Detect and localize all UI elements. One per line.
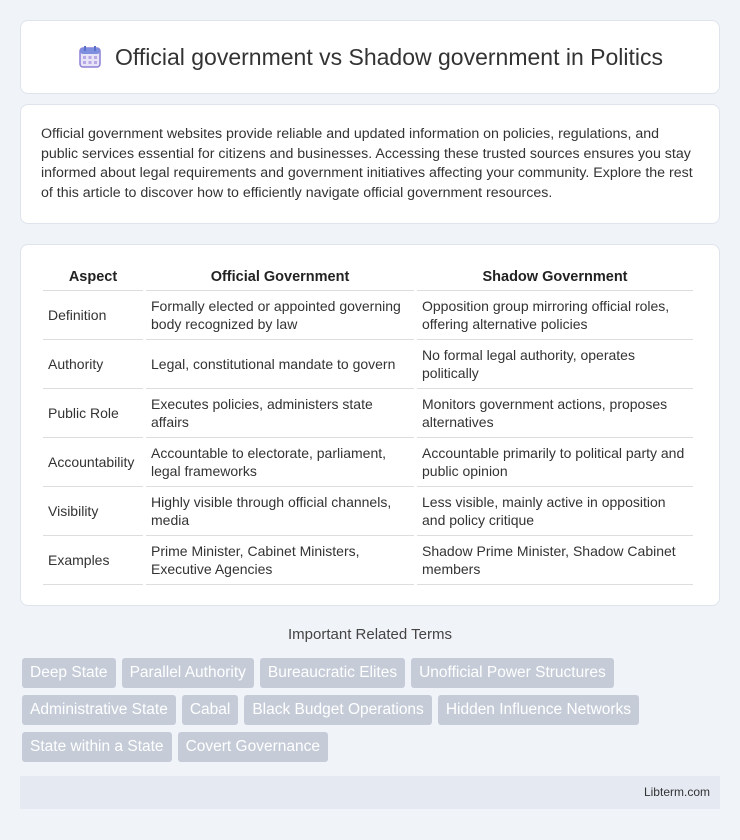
cell-shadow: Shadow Prime Minister, Shadow Cabinet members xyxy=(417,536,693,585)
page-title: Official government vs Shadow government in Politics xyxy=(114,43,663,70)
cell-aspect: Visibility xyxy=(43,487,143,536)
cell-shadow: Opposition group mirroring official roles, offering alternative policies xyxy=(417,291,693,340)
comparison-section xyxy=(20,244,720,606)
tag-black-budget-operations[interactable]: Black Budget Operations xyxy=(244,695,431,725)
intro-text: Official government websites provide reliable and updated information on policies, regulations, and public services essential for citizens and businesses. Accessing these trusted sources ensures you stay informed about legal requirements and government initiatives affecting your community. Explore the rest of this article to discover how to efficiently navigate official government resources. xyxy=(41,126,693,201)
calendar-icon xyxy=(77,44,103,70)
page-header xyxy=(20,20,720,94)
header-official: Official Government xyxy=(146,263,414,291)
tag-unofficial-power-structures[interactable]: Unofficial Power Structures xyxy=(411,658,614,688)
cell-aspect: Public Role xyxy=(43,389,143,438)
tag-administrative-state[interactable]: Administrative State xyxy=(22,695,176,725)
intro-section xyxy=(20,104,720,224)
tag-row xyxy=(22,658,722,688)
comparison-table xyxy=(40,263,696,585)
cell-official: Highly visible through official channels, media xyxy=(146,487,414,536)
tag-row xyxy=(22,732,722,762)
cell-official: Accountable to electorate, parliament, legal frameworks xyxy=(146,438,414,487)
header-shadow: Shadow Government xyxy=(417,263,693,291)
cell-official: Prime Minister, Cabinet Ministers, Executive Agencies xyxy=(146,536,414,585)
cell-official: Formally elected or appointed governing body recognized by law xyxy=(146,291,414,340)
cell-shadow: No formal legal authority, operates politically xyxy=(417,340,693,389)
cell-official: Executes policies, administers state affairs xyxy=(146,389,414,438)
related-terms-tags xyxy=(22,658,722,769)
cell-shadow: Less visible, mainly active in opposition and policy critique xyxy=(417,487,693,536)
table-row xyxy=(43,438,693,487)
cell-aspect: Examples xyxy=(43,536,143,585)
tag-deep-state[interactable]: Deep State xyxy=(22,658,116,688)
table-header-row xyxy=(43,263,693,291)
tag-cabal[interactable]: Cabal xyxy=(182,695,239,725)
related-terms-title: Important Related Terms xyxy=(288,626,452,643)
tag-bureaucratic-elites[interactable]: Bureaucratic Elites xyxy=(260,658,405,688)
table-row xyxy=(43,291,693,340)
table-row xyxy=(43,487,693,536)
tag-row xyxy=(22,695,722,725)
cell-shadow: Monitors government actions, proposes alternatives xyxy=(417,389,693,438)
tag-parallel-authority[interactable]: Parallel Authority xyxy=(122,658,254,688)
footer-site-link[interactable]: Libterm.com xyxy=(643,785,710,799)
tag-state-within-a-state[interactable]: State within a State xyxy=(22,732,172,762)
table-row xyxy=(43,340,693,389)
cell-aspect: Authority xyxy=(43,340,143,389)
cell-shadow: Accountable primarily to political party and public opinion xyxy=(417,438,693,487)
table-row xyxy=(43,536,693,585)
cell-aspect: Definition xyxy=(43,291,143,340)
header-aspect: Aspect xyxy=(43,263,143,291)
cell-official: Legal, constitutional mandate to govern xyxy=(146,340,414,389)
tag-hidden-influence-networks[interactable]: Hidden Influence Networks xyxy=(438,695,639,725)
tag-covert-governance[interactable]: Covert Governance xyxy=(178,732,328,762)
cell-aspect: Accountability xyxy=(43,438,143,487)
table-row xyxy=(43,389,693,438)
footer xyxy=(20,776,720,809)
